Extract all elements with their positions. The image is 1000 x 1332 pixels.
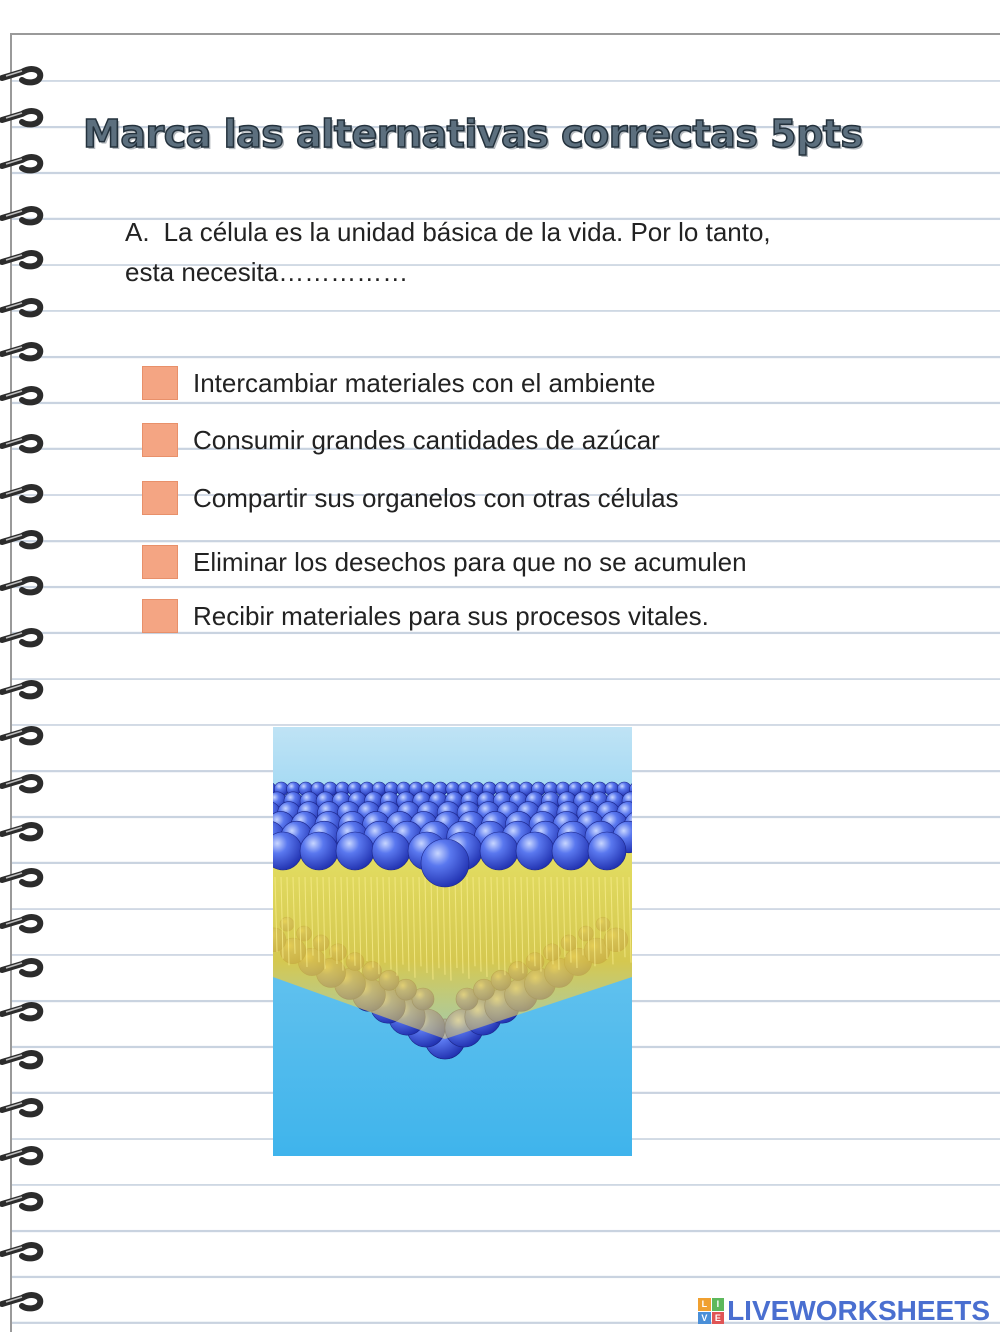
spiral-ring-icon (2, 69, 40, 82)
logo-letter-l: L (698, 1298, 711, 1311)
option-3-label: Compartir sus organelos con otras células (193, 482, 679, 513)
spiral-ring-icon (2, 533, 40, 546)
spiral-ring-icon (2, 253, 40, 266)
spiral-ring-icon (2, 301, 40, 314)
spiral-ring-icon (2, 1195, 40, 1208)
option-1[interactable] (142, 364, 655, 402)
question-a (125, 212, 905, 292)
question-text-2: esta necesita…………… (125, 257, 409, 287)
spiral-ring-icon (2, 1149, 40, 1162)
liveworksheets-wordmark: LIVEWORKSHEETS (727, 1295, 990, 1326)
spiral-ring-icon (2, 111, 40, 124)
spiral-binding (0, 0, 50, 1332)
question-letter: A. (125, 217, 150, 247)
spiral-ring-icon (2, 579, 40, 592)
lipid-bilayer-image (273, 727, 632, 1156)
spiral-ring-icon (2, 1053, 40, 1066)
question-text-1: La célula es la unidad básica de la vida. Por lo tanto, (163, 217, 771, 247)
liveworksheets-branding (698, 1294, 990, 1328)
spiral-ring-icon (2, 825, 40, 838)
spiral-ring-icon (2, 487, 40, 500)
option-5-label: Recibir materiales para sus procesos vitales. (193, 600, 709, 631)
logo-letter-v: V (698, 1312, 711, 1325)
option-1-checkbox[interactable] (142, 366, 178, 400)
spiral-ring-icon (2, 683, 40, 696)
spiral-ring-icon (2, 777, 40, 790)
spiral-ring-icon (2, 389, 40, 402)
option-4-checkbox[interactable] (142, 545, 178, 579)
spiral-ring-icon (2, 345, 40, 358)
spiral-ring-icon (2, 917, 40, 930)
option-5[interactable] (142, 597, 709, 635)
spiral-ring-icon (2, 1005, 40, 1018)
spiral-ring-icon (2, 1295, 40, 1308)
option-4-label: Eliminar los desechos para que no se acumulen (193, 546, 747, 577)
spiral-ring-icon (2, 157, 40, 170)
logo-letter-e: E (712, 1312, 725, 1325)
liveworksheets-logo-icon (698, 1298, 724, 1324)
option-2[interactable] (142, 421, 660, 459)
spiral-ring-icon (2, 437, 40, 450)
logo-letter-i: I (712, 1298, 725, 1311)
spiral-ring-icon (2, 961, 40, 974)
spiral-ring-icon (2, 871, 40, 884)
question-line-1 (125, 212, 905, 252)
option-3-checkbox[interactable] (142, 481, 178, 515)
option-3[interactable] (142, 479, 679, 517)
option-2-checkbox[interactable] (142, 423, 178, 457)
option-4[interactable] (142, 543, 747, 581)
option-1-label: Intercambiar materiales con el ambiente (193, 367, 656, 398)
option-2-label: Consumir grandes cantidades de azúcar (193, 424, 660, 455)
option-5-checkbox[interactable] (142, 599, 178, 633)
spiral-ring-icon (2, 1245, 40, 1258)
spiral-ring-icon (2, 1101, 40, 1114)
spiral-ring-icon (2, 631, 40, 644)
worksheet-title: Marca las alternativas correctas 5pts (83, 112, 863, 156)
spiral-ring-icon (2, 209, 40, 222)
spiral-ring-icon (2, 729, 40, 742)
